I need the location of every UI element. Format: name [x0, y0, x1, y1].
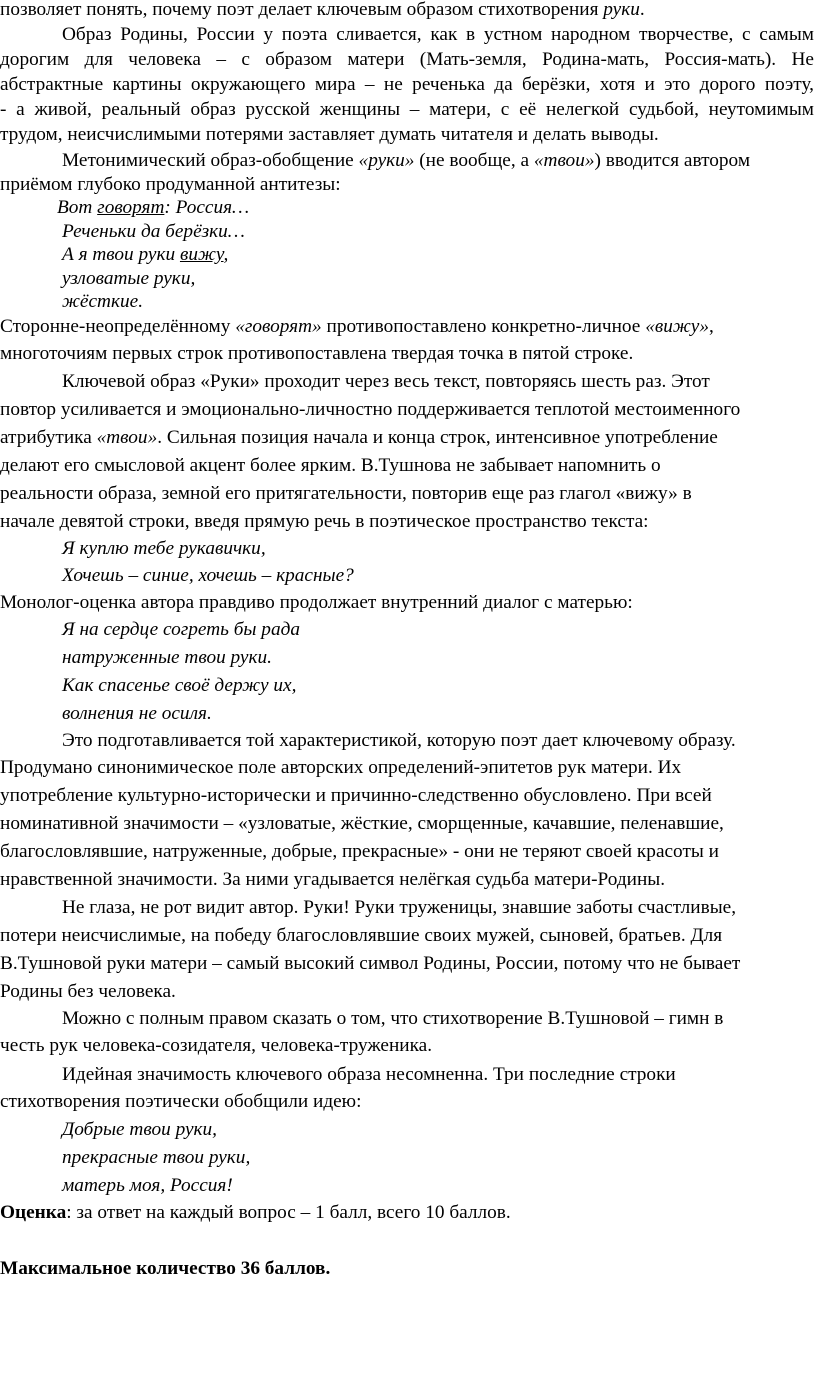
- text: (не вообще, а: [414, 150, 534, 171]
- paragraph-line: [0, 314, 814, 340]
- paragraph-line: благословлявшие, натруженные, добрые, прекрасные» - они не теряют своей красоты и: [0, 841, 719, 862]
- paragraph-line: Идейная значимость ключевого образа несомненна. Три последние строки: [62, 1064, 676, 1085]
- text: .: [639, 0, 645, 20]
- paragraph-line: Не глаза, не рот видит автор. Руки! Руки труженицы, знавшие заботы счастливые,: [62, 897, 737, 918]
- text: Метонимический образ-обобщение: [62, 150, 359, 171]
- score-text: : за ответ на каждый вопрос – 1 балл, всего 10 баллов.: [66, 1202, 511, 1223]
- paragraph-line: Ключевой образ «Руки» проходит через весь текст, повторяясь шесть раз. Этот: [62, 371, 710, 392]
- paragraph-line: - а живой, реальный образ русской женщины – матери, с её нелегкой судьбой, неутомимым: [0, 99, 814, 120]
- paragraph-line: делают его смысловой акцент более ярким. В.Тушнова не забывает напомнить о: [0, 455, 661, 476]
- text: Сторонне-неопределённому: [0, 316, 236, 337]
- paragraph-line: В.Тушновой руки матери – самый высокий символ Родины, России, потому что не бывает: [0, 953, 741, 974]
- text: ,: [708, 316, 714, 337]
- total-score: [0, 1256, 814, 1282]
- verse-line: [57, 195, 249, 221]
- paragraph-line: реальности образа, земной его притягательности, повторив еще раз глагол «вижу» в: [0, 483, 692, 504]
- verse-line: Я на сердце согреть бы рада: [62, 619, 300, 640]
- text: . Сильная позиция начала и конца строк, интенсивное употребление: [157, 427, 718, 448]
- underlined-text: говорят: [97, 197, 165, 218]
- paragraph-line: Продумано синонимическое поле авторских определений-эпитетов рук матери. Их: [0, 757, 682, 778]
- verse-line: матерь моя, Россия!: [62, 1175, 233, 1196]
- text: ) вводится автором: [594, 150, 751, 171]
- paragraph-line: начале девятой строки, введя прямую речь в поэтическое пространство текста:: [0, 511, 649, 532]
- verse-line: жёсткие.: [62, 291, 144, 312]
- italic-text: «твои»: [533, 150, 595, 171]
- paragraph-line: [0, 0, 814, 23]
- verse-line: Добрые твои руки,: [62, 1119, 217, 1140]
- italic-text: «говорят»: [235, 316, 322, 337]
- verse-line: прекрасные твои руки,: [62, 1147, 251, 1168]
- paragraph-line: дорогим для человека – с образом матери (Мать-земля, Родина-мать, Россия-мать). Не: [0, 49, 814, 70]
- verse-line: узловатые руки,: [62, 268, 196, 289]
- italic-text: «руки»: [358, 150, 415, 171]
- paragraph-line: Монолог-оценка автора правдиво продолжает внутренний диалог с матерью:: [0, 592, 633, 613]
- paragraph-line: нравственной значимости. За ними угадывается нелёгкая судьба матери-Родины.: [0, 869, 666, 890]
- verse-line: волнения не осиля.: [62, 703, 212, 724]
- paragraph-line: абстрактные картины окружающего мира – не реченька да берёзки, хотя и это дорого поэту,: [0, 74, 814, 95]
- total-score-text: Максимальное количество 36 баллов.: [0, 1258, 331, 1279]
- paragraph-line: повтор усиливается и эмоционально-личностно поддерживается теплотой местоименного: [0, 399, 741, 420]
- score-label: Оценка: [0, 1202, 67, 1223]
- italic-text: руки: [603, 0, 640, 20]
- text: противопоставлено конкретно-личное: [321, 316, 646, 337]
- paragraph-line: употребление культурно-исторически и причинно-следственно обусловлено. При всей: [0, 785, 712, 806]
- verse-line: Я куплю тебе рукавички,: [62, 538, 266, 559]
- verse-line: Как спасенье своё держу их,: [62, 675, 297, 696]
- paragraph-line: [62, 148, 814, 174]
- paragraph-line: потери неисчислимые, на победу благословлявшие своих мужей, сыновей, братьев. Для: [0, 925, 723, 946]
- paragraph-line: [0, 425, 814, 451]
- verse-line: Реченьки да берёзки…: [62, 221, 245, 242]
- score-line: [0, 1200, 814, 1226]
- paragraph-line: Родины без человека.: [0, 981, 176, 1002]
- italic-text: «вижу»: [645, 316, 709, 337]
- paragraph-line: Можно с полным правом сказать о том, что стихотворение В.Тушновой – гимн в: [62, 1008, 724, 1029]
- text: позволяет понять, почему поэт делает ключевым образом стихотворения: [0, 0, 604, 20]
- paragraph-line: стихотворения поэтически обобщили идею:: [0, 1091, 362, 1112]
- paragraph-line: честь рук человека-созидателя, человека-труженика.: [0, 1035, 433, 1056]
- paragraph-line: Это подготавливается той характеристикой, которую поэт дает ключевому образу.: [62, 730, 736, 751]
- text: ,: [223, 244, 229, 265]
- verse-line: натруженные твои руки.: [62, 647, 272, 668]
- text: А я твои руки: [62, 244, 180, 265]
- paragraph-line: многоточиям первых строк противопоставлена твердая точка в пятой строке.: [0, 343, 634, 364]
- underlined-text: вижу: [179, 244, 224, 265]
- paragraph-line: Образ Родины, России у поэта сливается, как в устном народном творчестве, с самым: [62, 24, 814, 45]
- verse-line: [62, 242, 228, 268]
- text: атрибутика: [0, 427, 97, 448]
- paragraph-line: приёмом глубоко продуманной антитезы:: [0, 174, 341, 195]
- text: Вот: [57, 197, 98, 218]
- paragraph-line: номинативной значимости – «узловатые, жёсткие, сморщенные, качавшие, пеленавшие,: [0, 813, 724, 834]
- italic-text: «твои»: [96, 427, 158, 448]
- verse-line: Хочешь – синие, хочешь – красные?: [62, 565, 354, 586]
- paragraph-line: трудом, неисчислимыми потерями заставляет думать читателя и делать выводы.: [0, 124, 659, 145]
- text: : Россия…: [164, 197, 250, 218]
